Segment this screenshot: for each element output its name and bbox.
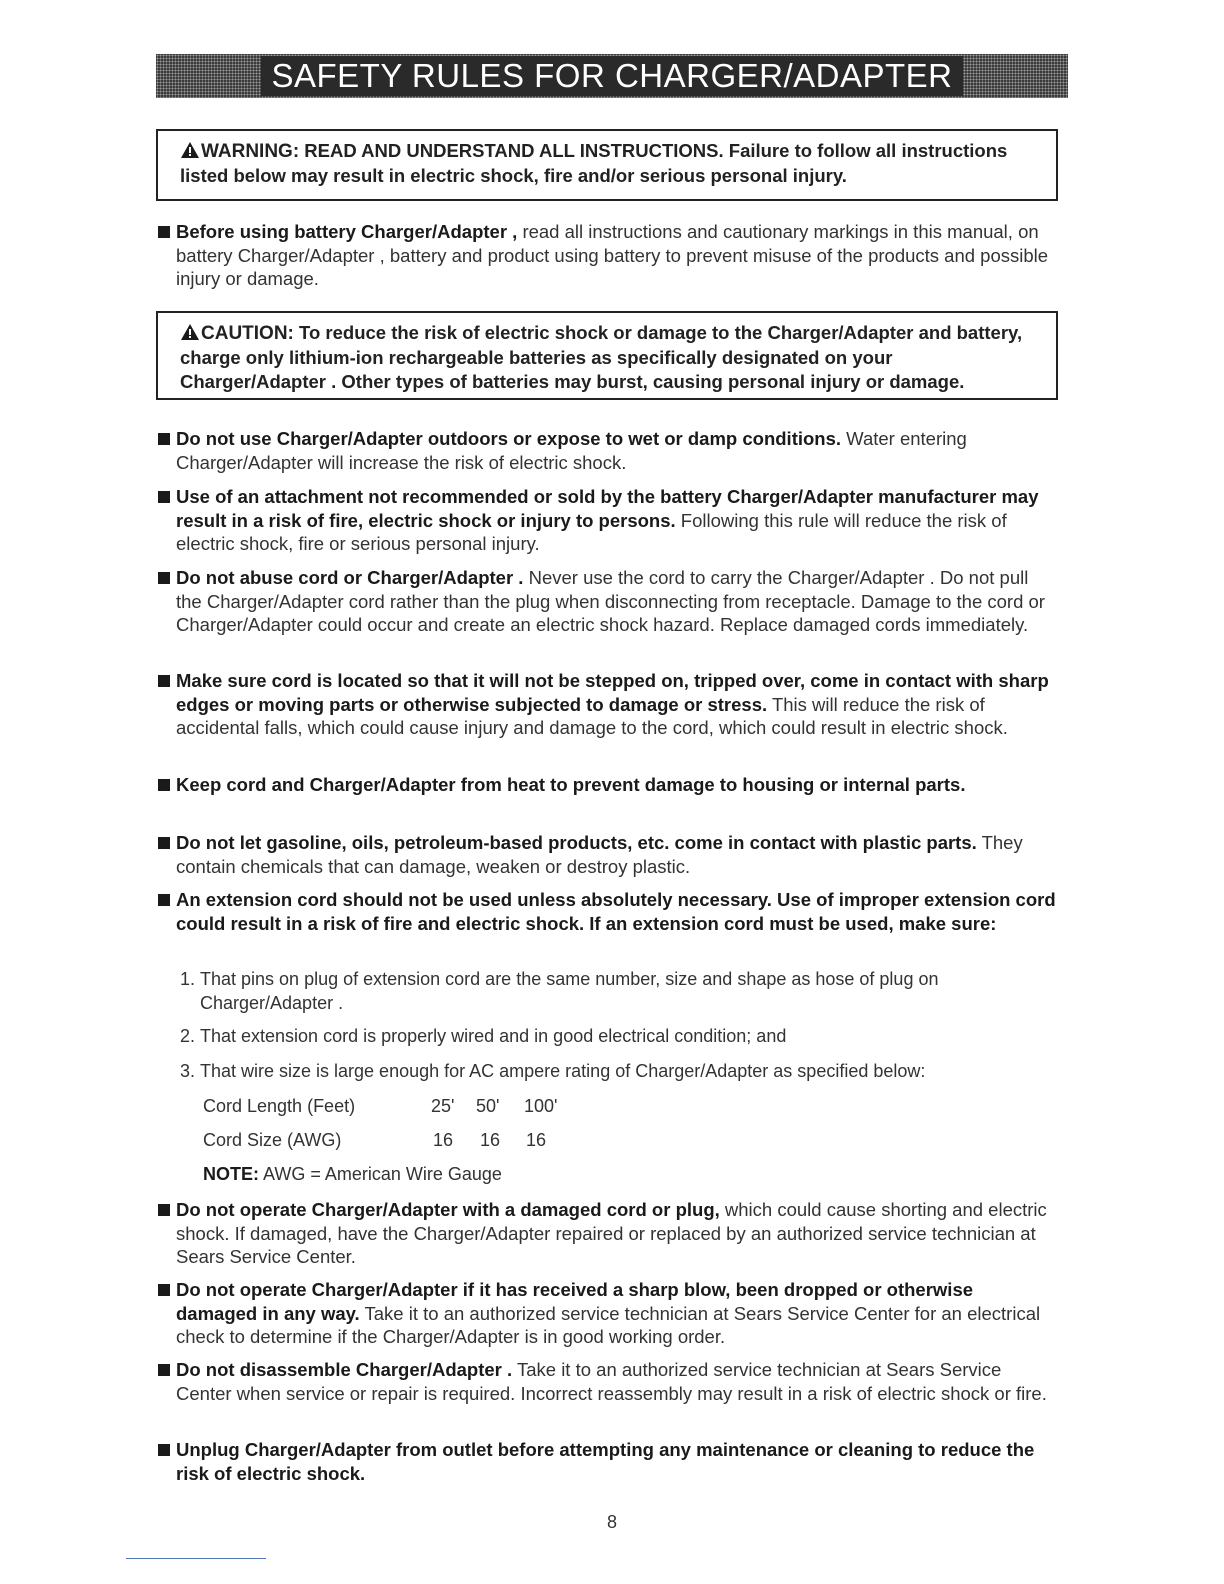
bullet-text: which could cause shorting and electric shock. If damaged, have the Charger/Adapter repaired or replaced by an authorized service technician at Sears Service Center. <box>176 1199 1047 1267</box>
bullet-bold: Use of an attachment not recommended or sold by the battery Charger/Adapter manufacturer may result in a risk of fire, electric shock or injury to persons. <box>176 486 1039 531</box>
bullet-bold: Make sure cord is located so that it will not be stepped on, tripped over, come in contact with sharp edges or moving parts or otherwise subjected to damage or stress. <box>176 670 1049 715</box>
bullet-square-icon <box>158 675 170 687</box>
bullet-text: This will reduce the risk of accidental falls, which could cause injury and damage to the cord, which could result in electric shock. <box>176 693 1008 738</box>
bullet-bold: Do not use Charger/Adapter outdoors or expose to wet or damp conditions. <box>176 428 842 449</box>
cord-size-value: 16 <box>526 1130 547 1150</box>
item-number: 1. <box>180 969 196 989</box>
bullet-square-icon <box>158 1444 170 1456</box>
item-text: That extension cord is properly wired and in good electrical condition; and <box>200 1026 787 1046</box>
caution-text: To reduce the risk of electric shock or damage to the Charger/Adapter and battery, charge only lithium-ion rechargeable batteries as specifically designated on your Charger/Adapter . Other types of batteries may burst, causing personal injury or damage. <box>180 322 1023 392</box>
bullet-bold: Before using battery Charger/Adapter , <box>176 221 518 242</box>
page-number: 8 <box>606 1512 617 1532</box>
bullet-item <box>158 888 1058 935</box>
bullet-square-icon <box>158 837 170 849</box>
bullet-text: They contain chemicals that can damage, weaken or destroy plastic. <box>176 832 1023 877</box>
bullet-square-icon <box>158 433 170 445</box>
bullet-bold: Do not disassemble Charger/Adapter . <box>176 1359 513 1380</box>
numbered-item <box>180 968 1040 1015</box>
cord-length-value: 100' <box>524 1096 558 1116</box>
warning-icon <box>180 141 200 159</box>
warning-box <box>156 129 1058 201</box>
bullet-bold: Do not operate Charger/Adapter if it has received a sharp blow, been dropped or otherwise damaged in any way. <box>176 1279 974 1324</box>
item-number: 2. <box>180 1026 196 1046</box>
bullet-item <box>158 1198 1058 1269</box>
cord-size-value: 16 <box>433 1130 454 1150</box>
caution-label: CAUTION: <box>201 323 294 344</box>
bullet-item <box>158 1278 1058 1349</box>
note-label: NOTE: <box>203 1164 259 1184</box>
cord-length-value: 25' <box>431 1096 455 1116</box>
bullet-item <box>158 427 1058 474</box>
bullet-square-icon <box>158 1284 170 1296</box>
bullet-item <box>158 1438 1058 1485</box>
numbered-item <box>180 1060 1040 1084</box>
bullet-square-icon <box>158 491 170 503</box>
bullet-square-icon <box>158 1204 170 1216</box>
item-text: That pins on plug of extension cord are the same number, size and shape as hose of plug on Charger/Adapter . <box>200 969 939 1013</box>
cord-length-label: Cord Length (Feet) <box>203 1096 356 1116</box>
bullet-text: Take it to an authorized service technician at Sears Service Center for an electrical check to determine if the Charger/Adapter is in good working order. <box>176 1302 1041 1347</box>
bullet-text: read all instructions and cautionary markings in this manual, on battery Charger/Adapter , battery and product using battery to prevent misuse of the products and possible injury or damage. <box>176 221 1049 289</box>
warning-text: READ AND UNDERSTAND ALL INSTRUCTIONS. Failure to follow all instructions listed below may result in electric shock, fire and/or serious personal injury. <box>180 140 1008 186</box>
bullet-text: Water entering Charger/Adapter will increase the risk of electric shock. <box>176 428 967 473</box>
cord-size-value: 16 <box>480 1130 501 1150</box>
bullet-bold: Keep cord and Charger/Adapter from heat to prevent damage to housing or internal parts. <box>176 774 966 795</box>
bullet-bold: Do not abuse cord or Charger/Adapter . <box>176 567 524 588</box>
bullet-text: Never use the cord to carry the Charger/Adapter . Do not pull the Charger/Adapter cord rather than the plug when disconnecting from receptacle. Damage to the cord or Charger/Adapter could occur and create an electric shock hazard. Replace damaged cords immediately. <box>176 567 1045 635</box>
bullet-bold: Unplug Charger/Adapter from outlet before attempting any maintenance or cleaning to reduce the risk of electric shock. <box>176 1439 1035 1484</box>
item-text: That wire size is large enough for AC ampere rating of Charger/Adapter as specified below: <box>200 1061 926 1081</box>
bullet-square-icon <box>158 226 170 238</box>
cord-length-value: 50' <box>476 1096 500 1116</box>
bullet-item <box>158 773 1058 797</box>
warning-label: WARNING: <box>201 141 300 162</box>
bullet-intro <box>158 220 1058 291</box>
bullet-square-icon <box>158 779 170 791</box>
bullet-bold: Do not let gasoline, oils, petroleum-based products, etc. come in contact with plastic parts. <box>176 832 977 853</box>
item-number: 3. <box>180 1061 196 1081</box>
bullet-square-icon <box>158 894 170 906</box>
bullet-item <box>158 485 1058 556</box>
bullet-text: Take it to an authorized service technician at Sears Service Center when service or repair is required. Incorrect reassembly may result in a risk of electric shock or fire. <box>176 1359 1047 1404</box>
section-title-bar <box>156 54 1068 98</box>
bullet-bold: Do not operate Charger/Adapter with a damaged cord or plug, <box>176 1199 720 1220</box>
section-title: SAFETY RULES FOR CHARGER/ADAPTER <box>261 56 962 96</box>
footer-rule <box>126 1558 266 1559</box>
bullet-item <box>158 1358 1058 1405</box>
bullet-item <box>158 669 1058 740</box>
bullet-bold: An extension cord should not be used unless absolutely necessary. Use of improper extension cord could result in a risk of fire and electric shock. If an extension cord must be used, make sure: <box>176 889 1056 934</box>
note-text: AWG = American Wire Gauge <box>263 1164 502 1184</box>
numbered-item <box>180 1025 1040 1049</box>
bullet-text: Following this rule will reduce the risk of electric shock, fire or serious personal injury. <box>176 509 1007 554</box>
bullet-square-icon <box>158 572 170 584</box>
caution-box <box>156 311 1058 400</box>
bullet-item <box>158 566 1058 637</box>
bullet-item <box>158 831 1058 878</box>
cord-size-label: Cord Size (AWG) <box>203 1130 342 1150</box>
caution-icon <box>180 323 200 341</box>
bullet-square-icon <box>158 1364 170 1376</box>
